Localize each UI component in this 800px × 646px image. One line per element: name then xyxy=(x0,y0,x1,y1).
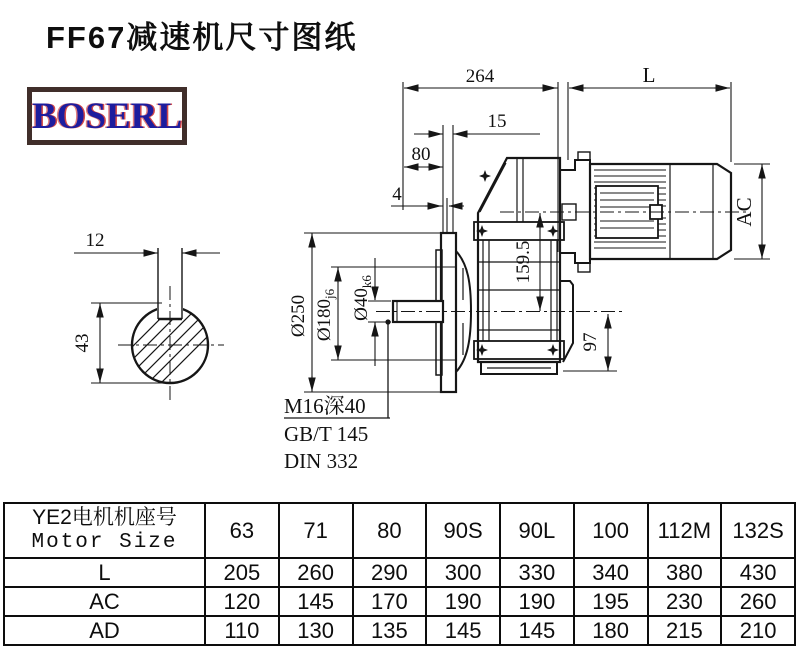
table-cell: 195 xyxy=(574,587,648,616)
table-cell: 135 xyxy=(353,616,427,645)
dim-label-dia40: $Ø40_{k6}$ xyxy=(351,275,374,321)
table-cell: 130 xyxy=(279,616,353,645)
table-cell: 145 xyxy=(426,616,500,645)
table-cell: 145 xyxy=(500,616,574,645)
shaft-section-view xyxy=(74,248,224,404)
table-cell: 430 xyxy=(721,558,795,587)
col-header: 132S xyxy=(721,503,795,558)
dim-label-L: L xyxy=(642,63,656,87)
table-row-L xyxy=(4,558,795,587)
table-cell: 260 xyxy=(279,558,353,587)
table-cell: 210 xyxy=(721,616,795,645)
note-din332: DIN 332 xyxy=(284,449,359,473)
table-cell: 190 xyxy=(426,587,500,616)
dim-label-97: 97 xyxy=(580,332,601,352)
dim-label-dia250: Ø250 xyxy=(288,294,309,338)
row-label: AD xyxy=(4,616,205,645)
dim-label-12: 12 xyxy=(85,230,105,251)
table-row-AC xyxy=(4,587,795,616)
page-title: FF67减速机尺寸图纸 xyxy=(46,20,358,55)
table-header-row xyxy=(4,503,795,558)
table-cell: 180 xyxy=(574,616,648,645)
note-gbt145: GB/T 145 xyxy=(284,422,369,446)
table-cell: 330 xyxy=(500,558,574,587)
dim-label-4: 4 xyxy=(392,184,402,205)
table-cell: 230 xyxy=(648,587,722,616)
axis-centerlines xyxy=(376,212,748,312)
row-label: L xyxy=(4,558,205,587)
table-cell: 205 xyxy=(205,558,279,587)
table-header-motor-size xyxy=(4,503,205,558)
table-cell: 170 xyxy=(353,587,427,616)
table-cell: 120 xyxy=(205,587,279,616)
col-header: 100 xyxy=(574,503,648,558)
dim-label-15: 15 xyxy=(487,111,507,132)
col-header: 80 xyxy=(353,503,427,558)
col-header: 112M xyxy=(648,503,722,558)
table-cell: 215 xyxy=(648,616,722,645)
col-header: 90S xyxy=(426,503,500,558)
extension-lines xyxy=(304,82,770,392)
table-cell: 190 xyxy=(500,587,574,616)
row-label: AC xyxy=(4,587,205,616)
dim-label-264: 264 xyxy=(465,66,495,87)
dim-label-43: 43 xyxy=(72,333,93,353)
col-header: 63 xyxy=(205,503,279,558)
note-tap: M16深40 xyxy=(284,394,366,418)
table-cell: 290 xyxy=(353,558,427,587)
col-header: 71 xyxy=(279,503,353,558)
dim-label-AC: AC xyxy=(732,197,756,227)
table-cell: 380 xyxy=(648,558,722,587)
motor-size-table xyxy=(3,502,796,646)
table-row-AD xyxy=(4,616,795,645)
table-cell: 110 xyxy=(205,616,279,645)
col-header: 90L xyxy=(500,503,574,558)
brand-logo-text: BOSERL xyxy=(31,95,183,137)
dim-label-dia180: $Ø180_{j6}$ xyxy=(314,288,337,342)
header-en: Motor Size xyxy=(31,530,178,554)
dim-label-80: 80 xyxy=(411,144,431,165)
dim-label-159-5: 159.5 xyxy=(513,240,534,284)
table-cell: 340 xyxy=(574,558,648,587)
table-cell: 145 xyxy=(279,587,353,616)
table-cell: 300 xyxy=(426,558,500,587)
header-cn: YE2电机机座号 xyxy=(32,506,177,530)
table-cell: 260 xyxy=(721,587,795,616)
